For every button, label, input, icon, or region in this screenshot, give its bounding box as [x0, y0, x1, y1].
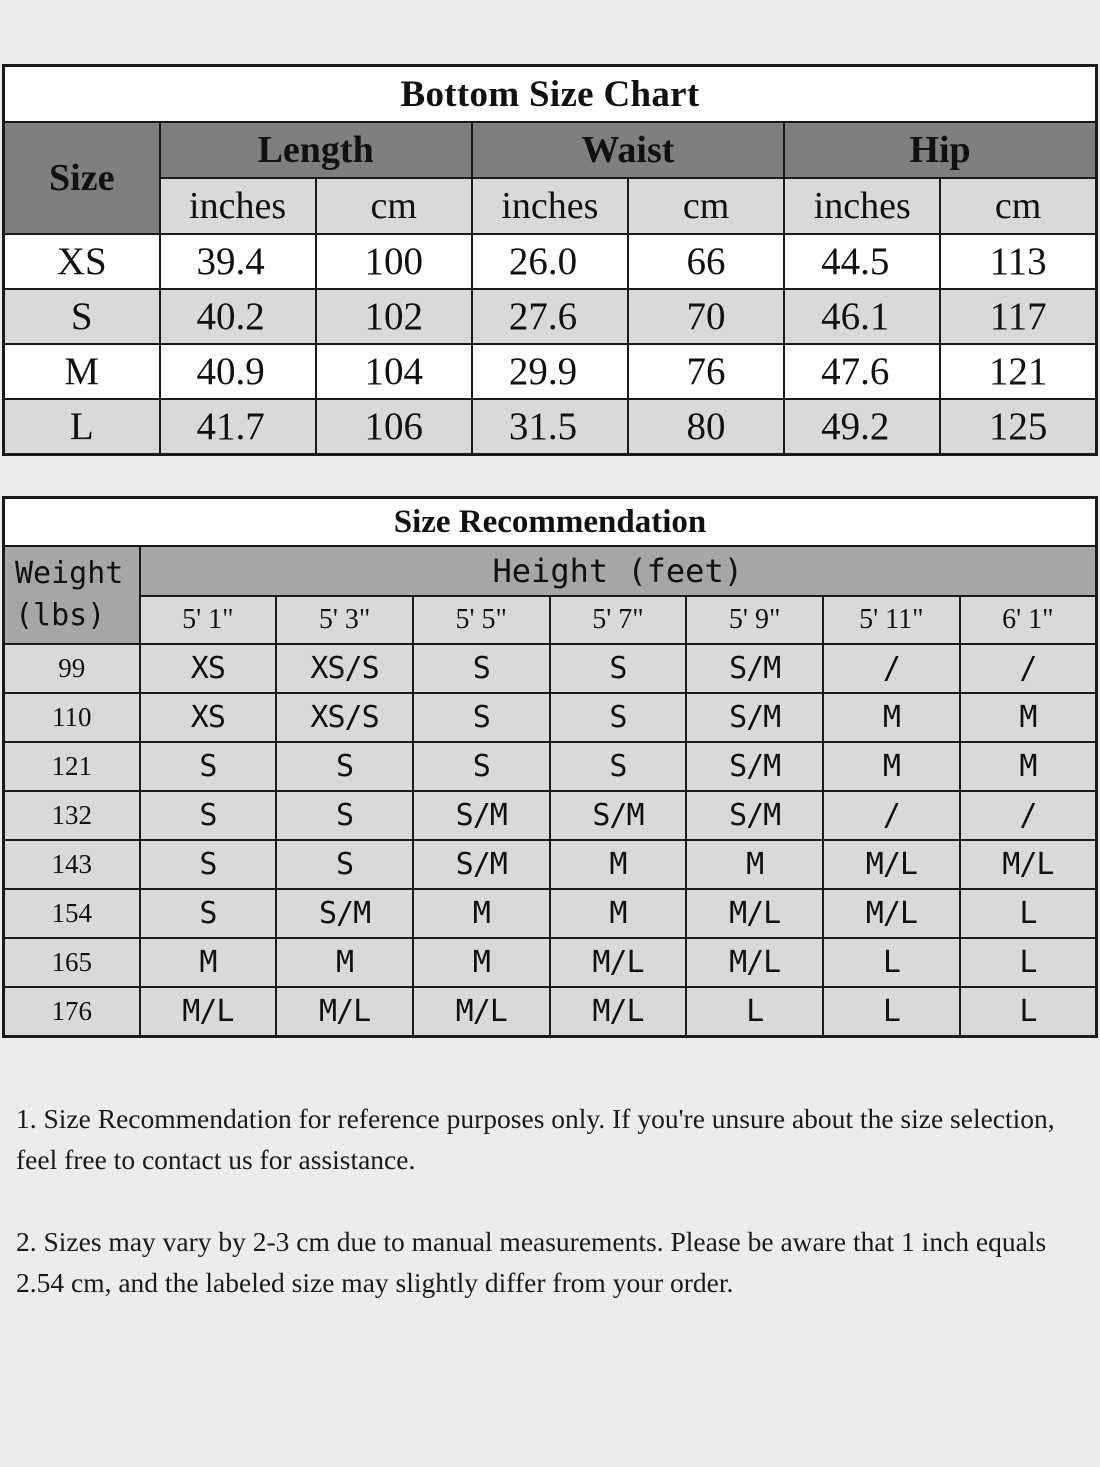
weight-column-header [4, 546, 140, 644]
height-values-row [4, 596, 1097, 644]
recommended-size-cell: / [823, 644, 960, 693]
weight-cell: 132 [4, 791, 140, 840]
unit-header: inches [160, 178, 316, 234]
height-value-header: 5' 11" [823, 596, 960, 644]
recommended-size-cell: M/L [413, 987, 550, 1037]
measurement-cell: 47.6 [784, 344, 940, 399]
waist-group-header: Waist [472, 122, 784, 178]
size-row [4, 399, 1097, 455]
recommended-size-cell: M [960, 742, 1097, 791]
unit-header: cm [940, 178, 1096, 234]
recommended-size-cell: M [960, 693, 1097, 742]
recommended-size-cell: M/L [550, 938, 687, 987]
height-group-header: Height (feet) [140, 546, 1097, 596]
recommended-size-cell: L [960, 889, 1097, 938]
recommended-size-cell: XS [140, 693, 277, 742]
measurement-cell: 44.5 [784, 234, 940, 289]
recommended-size-cell: S [140, 840, 277, 889]
recommended-size-cell: S [276, 840, 413, 889]
recommended-size-cell: S/M [686, 693, 823, 742]
recommended-size-cell: XS/S [276, 644, 413, 693]
measurement-cell: 49.2 [784, 399, 940, 455]
weight-cell: 143 [4, 840, 140, 889]
recommended-size-cell: S/M [413, 791, 550, 840]
measurement-cell: 26.0 [472, 234, 628, 289]
size-row [4, 344, 1097, 399]
recommendation-row [4, 840, 1097, 889]
note-measurement-variance: 2. Sizes may vary by 2-3 cm due to manual measurements. Please be aware that 1 inch equals 2.54 cm, and the labeled size may slightly differ from your order. [16, 1226, 1047, 1298]
recommended-size-cell: M/L [823, 840, 960, 889]
recommended-size-cell: XS [140, 644, 277, 693]
measurement-cell: 40.2 [160, 289, 316, 344]
recommended-size-cell: M [686, 840, 823, 889]
recommended-size-cell: M/L [140, 987, 277, 1037]
measurement-cell: 100 [316, 234, 472, 289]
recommended-size-cell: S [276, 791, 413, 840]
recommended-size-cell: L [823, 987, 960, 1037]
note-reference-only: 1. Size Recommendation for reference purposes only. If you're unsure about the size selection, feel free to contact us for assistance. [16, 1103, 1055, 1175]
recommendation-row [4, 693, 1097, 742]
size-cell: M [4, 344, 160, 399]
measurement-cell: 125 [940, 399, 1096, 455]
measurement-cell: 29.9 [472, 344, 628, 399]
recommended-size-cell: / [823, 791, 960, 840]
measurement-cell: 31.5 [472, 399, 628, 455]
recommended-size-cell: S [550, 693, 687, 742]
recommended-size-cell: S/M [550, 791, 687, 840]
measurement-cell: 66 [628, 234, 784, 289]
measurement-cell: 106 [316, 399, 472, 455]
unit-header: inches [472, 178, 628, 234]
length-group-header: Length [160, 122, 472, 178]
measurement-cell: 39.4 [160, 234, 316, 289]
recommendation-row [4, 742, 1097, 791]
measurement-cell: 104 [316, 344, 472, 399]
recommended-size-cell: M [413, 889, 550, 938]
weight-cell: 99 [4, 644, 140, 693]
recommended-size-cell: S [413, 644, 550, 693]
recommended-size-cell: M/L [960, 840, 1097, 889]
weight-cell: 165 [4, 938, 140, 987]
size-cell: L [4, 399, 160, 455]
height-value-header: 5' 7" [550, 596, 687, 644]
weight-cell: 154 [4, 889, 140, 938]
recommended-size-cell: M/L [550, 987, 687, 1037]
size-column-header: Size [4, 122, 160, 234]
weight-cell: 176 [4, 987, 140, 1037]
height-value-header: 5' 3" [276, 596, 413, 644]
recommendation-row [4, 889, 1097, 938]
recommendation-row [4, 791, 1097, 840]
recommended-size-cell: M [823, 742, 960, 791]
weight-label: Weight [15, 556, 124, 591]
recommended-size-cell: M [276, 938, 413, 987]
recommended-size-cell: S [140, 889, 277, 938]
size-row [4, 234, 1097, 289]
recommended-size-cell: S/M [276, 889, 413, 938]
measurement-cell: 40.9 [160, 344, 316, 399]
height-value-header: 6' 1" [960, 596, 1097, 644]
weight-unit-label: (lbs) [15, 598, 106, 633]
weight-cell: 110 [4, 693, 140, 742]
recommended-size-cell: S/M [686, 742, 823, 791]
recommended-size-cell: S [140, 791, 277, 840]
recommended-size-cell: S/M [686, 644, 823, 693]
weight-cell: 121 [4, 742, 140, 791]
size-recommendation-table [2, 496, 1098, 1038]
recommended-size-cell: M/L [686, 889, 823, 938]
measurement-cell: 113 [940, 234, 1096, 289]
recommended-size-cell: M [823, 693, 960, 742]
recommendation-row [4, 938, 1097, 987]
recommended-size-cell: L [960, 987, 1097, 1037]
bottom-size-chart-table [2, 64, 1098, 456]
recommended-size-cell: XS/S [276, 693, 413, 742]
recommended-size-cell: S [550, 742, 687, 791]
recommendation-title: Size Recommendation [4, 498, 1097, 547]
hip-group-header: Hip [784, 122, 1096, 178]
recommended-size-cell: M [550, 840, 687, 889]
recommendation-row [4, 644, 1097, 693]
recommended-size-cell: L [823, 938, 960, 987]
measurement-cell: 121 [940, 344, 1096, 399]
height-value-header: 5' 5" [413, 596, 550, 644]
measurement-cell: 76 [628, 344, 784, 399]
recommendation-body [4, 644, 1097, 1037]
unit-header: inches [784, 178, 940, 234]
measurement-cell: 41.7 [160, 399, 316, 455]
recommended-size-cell: M/L [276, 987, 413, 1037]
size-chart-title: Bottom Size Chart [4, 66, 1097, 123]
measurement-cell: 102 [316, 289, 472, 344]
unit-header: cm [316, 178, 472, 234]
recommended-size-cell: S/M [413, 840, 550, 889]
recommended-size-cell: S [550, 644, 687, 693]
size-row [4, 289, 1097, 344]
recommended-size-cell: S [276, 742, 413, 791]
recommended-size-cell: / [960, 644, 1097, 693]
measurement-cell: 70 [628, 289, 784, 344]
measurement-cell: 80 [628, 399, 784, 455]
measurement-cell: 117 [940, 289, 1096, 344]
recommended-size-cell: / [960, 791, 1097, 840]
recommended-size-cell: L [960, 938, 1097, 987]
recommended-size-cell: S [413, 693, 550, 742]
unit-header: cm [628, 178, 784, 234]
recommended-size-cell: L [686, 987, 823, 1037]
measurement-cell: 27.6 [472, 289, 628, 344]
height-value-header: 5' 1" [140, 596, 277, 644]
recommended-size-cell: M [140, 938, 277, 987]
height-value-header: 5' 9" [686, 596, 823, 644]
size-chart-body [4, 234, 1097, 455]
recommended-size-cell: M/L [823, 889, 960, 938]
recommended-size-cell: S/M [686, 791, 823, 840]
recommended-size-cell: M/L [686, 938, 823, 987]
recommended-size-cell: S [413, 742, 550, 791]
measurement-cell: 46.1 [784, 289, 940, 344]
recommended-size-cell: M [413, 938, 550, 987]
recommended-size-cell: S [140, 742, 277, 791]
size-cell: XS [4, 234, 160, 289]
size-cell: S [4, 289, 160, 344]
recommendation-row [4, 987, 1097, 1037]
recommended-size-cell: M [550, 889, 687, 938]
